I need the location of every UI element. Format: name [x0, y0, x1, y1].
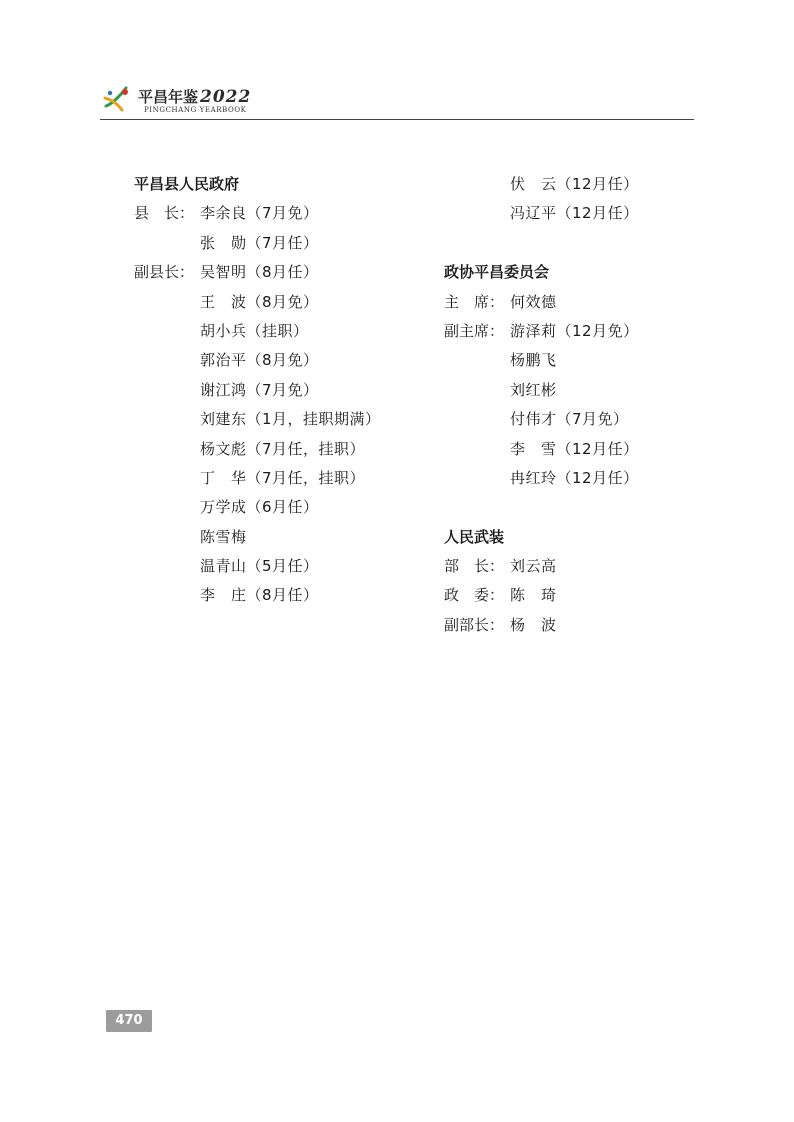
entry-name: 吴智明: [200, 263, 247, 282]
section-gap: [444, 229, 704, 258]
page-number: 470: [106, 1010, 152, 1032]
entry-name: 胡小兵: [200, 321, 247, 340]
entry-role: 副部长：: [444, 615, 505, 634]
entry-note: （12月任）: [556, 204, 639, 223]
entry-note: （挂职）: [246, 321, 309, 340]
entry-name: 冯辽平: [510, 204, 557, 223]
entry-name: 游泽莉: [510, 321, 557, 340]
entry-row: [134, 317, 434, 346]
brand-subtitle: PINGCHANG YEARBOOK: [144, 106, 247, 114]
entry-row: [444, 552, 704, 581]
entry-role: 政 委：: [444, 586, 505, 605]
entry-name: 丁 华: [200, 468, 247, 487]
entry-name: 付伟才: [510, 410, 557, 429]
left-column: [134, 170, 434, 611]
entry-name: 温青山: [200, 557, 247, 576]
entry-row: [134, 376, 434, 405]
entry-row: [444, 288, 704, 317]
entry-row: [444, 317, 704, 346]
entry-name: 王 波: [200, 292, 247, 311]
section-title: 政协平昌委员会: [444, 263, 550, 282]
entry-role: 县 长：: [134, 204, 195, 223]
entry-role: 副主席：: [444, 321, 505, 340]
entry-name: 冉红玲: [510, 468, 557, 487]
section-title: 平昌县人民政府: [134, 175, 240, 193]
entry-row: [444, 199, 704, 228]
entry-row: [134, 523, 434, 552]
entry-name: 陈 琦: [510, 586, 557, 605]
entry-role: 主 席：: [444, 292, 505, 311]
entry-note: （8月任）: [246, 263, 319, 282]
entry-note: （7月免）: [246, 204, 319, 223]
entry-name: 李 庄: [200, 586, 247, 605]
entry-role: 部 长：: [444, 557, 505, 576]
entry-note: （7月免）: [246, 380, 319, 399]
entry-note: （1月，挂职期满）: [246, 410, 381, 429]
entry-row: [134, 258, 434, 287]
entry-name: 郭治平: [200, 351, 247, 370]
entry-name: 万学成: [200, 498, 247, 517]
header-divider: [100, 119, 694, 120]
entry-note: （12月免）: [556, 321, 639, 340]
brand-title: [138, 86, 251, 107]
entry-name: 何效德: [510, 292, 557, 311]
entry-name: 张 勋: [200, 233, 247, 252]
entry-note: （12月任）: [556, 468, 639, 487]
entry-name: 杨鹏飞: [510, 351, 557, 370]
brand-year: 2022: [200, 87, 252, 107]
entry-name: 陈雪梅: [200, 527, 247, 546]
entry-row: [134, 199, 434, 228]
entry-row: [444, 405, 704, 434]
entry-note: （12月任）: [556, 439, 639, 458]
section-title: 人民武装: [444, 527, 505, 546]
entry-row: [444, 346, 704, 375]
right-column: [444, 170, 704, 640]
entry-name: 伏 云: [510, 175, 557, 193]
entry-name: 刘红彬: [510, 380, 557, 399]
entry-row: [444, 435, 704, 464]
entry-name: 谢江鸿: [200, 380, 247, 399]
brand-cn-text: 平昌年鉴: [138, 88, 199, 106]
entry-row: [444, 464, 704, 493]
entry-note: （7月任，挂职）: [246, 439, 366, 458]
entry-row: [134, 229, 434, 258]
entry-row: [444, 170, 704, 199]
entry-row: [134, 346, 434, 375]
entry-note: （8月免）: [246, 351, 319, 370]
entry-row: [134, 581, 434, 610]
entry-name: 李 雪: [510, 439, 557, 458]
entry-note: （6月任）: [246, 498, 319, 517]
entry-note: （7月任）: [246, 233, 319, 252]
entry-name: 刘建东: [200, 410, 247, 429]
entry-name: 杨 波: [510, 615, 557, 634]
entry-role: 副县长：: [134, 263, 195, 282]
entry-note: （8月免）: [246, 292, 319, 311]
entry-row: [134, 493, 434, 522]
entry-row: [134, 405, 434, 434]
entry-row: [444, 581, 704, 610]
entry-note: （8月任）: [246, 586, 319, 605]
entry-name: 李余良: [200, 204, 247, 223]
page-header: [100, 78, 694, 120]
entry-row: [134, 435, 434, 464]
section-gap: [444, 493, 704, 522]
entry-row: [134, 552, 434, 581]
entry-note: （7月任，挂职）: [246, 468, 366, 487]
entry-row: [444, 611, 704, 640]
yearbook-logo-icon: [102, 84, 132, 114]
entry-name: 刘云高: [510, 557, 557, 576]
entry-row: [444, 376, 704, 405]
entry-row: [134, 464, 434, 493]
entry-name: 杨文彪: [200, 439, 247, 458]
entry-note: （7月免）: [556, 410, 629, 429]
entry-note: （12月任）: [556, 175, 639, 193]
entry-note: （5月任）: [246, 557, 319, 576]
entry-row: [134, 288, 434, 317]
